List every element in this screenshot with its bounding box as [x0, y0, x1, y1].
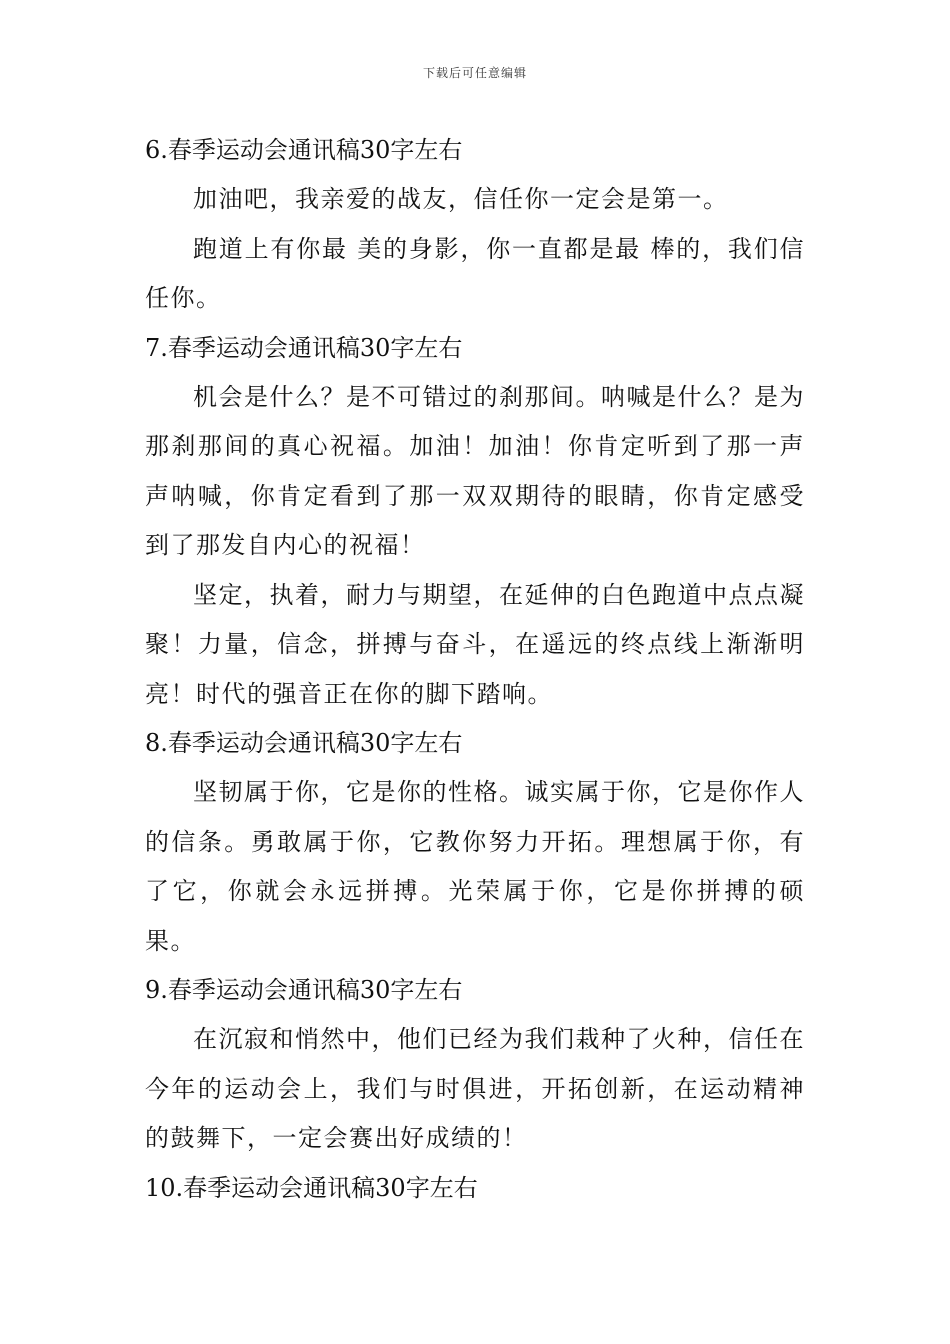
paragraph: 机会是什么？是不可错过的刹那间。呐喊是什么？是为那刹那间的真心祝福。加油！加油！你肯定听到了那一声声呐喊，你肯定看到了那一双双期待的眼睛，你肯定感受到了那发自内心的祝福！	[145, 382, 805, 559]
section-heading-8: 8.春季运动会通讯稿30字左右	[145, 729, 463, 757]
document-body	[145, 126, 805, 1213]
paragraph: 坚定，执着，耐力与期望，在延伸的白色跑道中点点凝聚！力量，信念，拼搏与奋斗，在遥远的终点线上渐渐明亮！时代的强音正在你的脚下踏响。	[145, 580, 805, 708]
section-heading-6: 6.春季运动会通讯稿30字左右	[145, 136, 463, 164]
paragraph: 跑道上有你最 美的身影，你一直都是最 棒的，我们信任你。	[145, 234, 805, 312]
paragraph: 坚韧属于你，它是你的性格。诚实属于你，它是你作人的信条。勇敢属于你，它教你努力开拓。理想属于你，有了它，你就会永远拼搏。光荣属于你，它是你拼搏的硕果。	[145, 778, 805, 955]
section-heading-9: 9.春季运动会通讯稿30字左右	[145, 976, 463, 1004]
section-heading-7: 7.春季运动会通讯稿30字左右	[145, 333, 463, 362]
paragraph: 在沉寂和悄然中，他们已经为我们栽种了火种，信任在今年的运动会上，我们与时俱进，开拓创新，在运动精神的鼓舞下，一定会赛出好成绩的！	[145, 1025, 805, 1152]
paragraph: 加油吧，我亲爱的战友，信任你一定会是第一。	[193, 185, 729, 213]
section-heading-10: 10.春季运动会通讯稿30字左右	[145, 1173, 478, 1202]
page-header: 下载后可任意编辑	[422, 66, 527, 80]
